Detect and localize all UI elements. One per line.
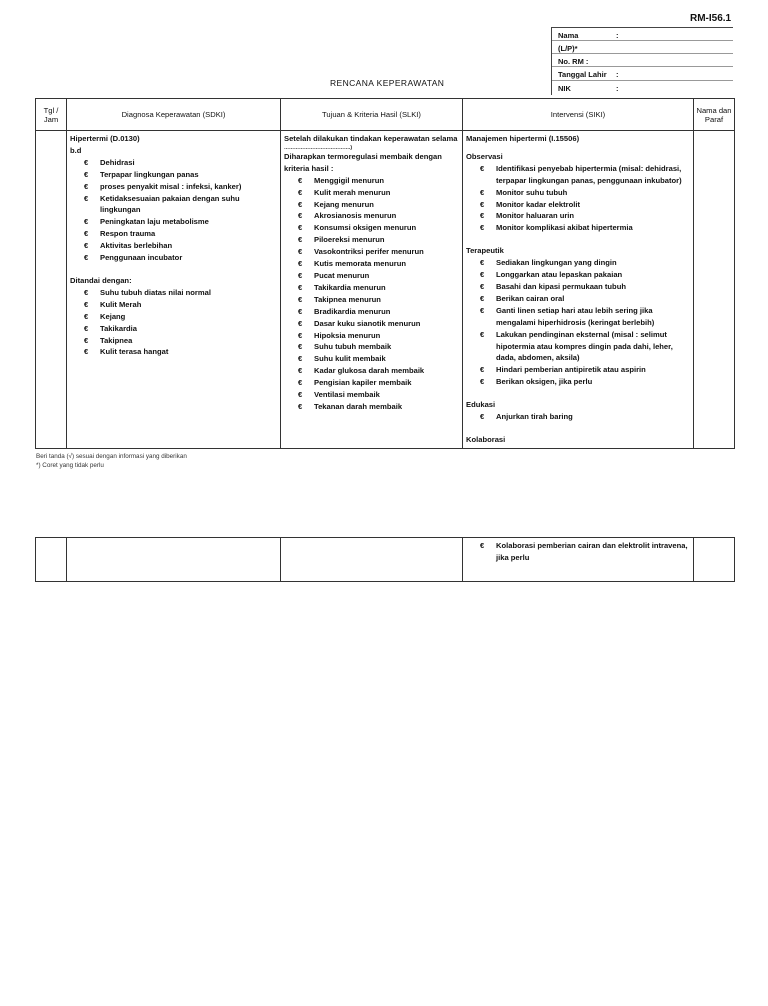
bullet-icon: € bbox=[298, 282, 303, 292]
cont-cell-intervensi bbox=[463, 538, 694, 582]
list-item bbox=[466, 281, 690, 293]
list-item-text: Dehidrasi bbox=[100, 157, 135, 167]
bullet-icon: € bbox=[298, 247, 303, 257]
list-item-text: Tekanan darah membaik bbox=[314, 401, 403, 411]
ditandai-label: Ditandai dengan: bbox=[70, 275, 132, 285]
header-nama-paraf: Nama dan Paraf bbox=[694, 99, 735, 131]
bullet-icon: € bbox=[84, 193, 89, 203]
list-item-text: Menggigil menurun bbox=[314, 175, 385, 185]
bullet-icon: € bbox=[84, 157, 89, 167]
list-item bbox=[466, 329, 690, 365]
bullet-icon: € bbox=[480, 270, 485, 280]
bullet-icon: € bbox=[298, 318, 303, 328]
list-item bbox=[70, 228, 277, 240]
list-item-text: Ganti linen setiap hari atau lebih sering jika mengalami hiperhidrosis (keringat berlebih) bbox=[496, 305, 655, 327]
bullet-icon: € bbox=[84, 253, 89, 263]
list-item bbox=[466, 376, 690, 388]
list-item bbox=[466, 364, 690, 376]
bullet-icon: € bbox=[298, 294, 303, 304]
list-item bbox=[70, 216, 277, 228]
bullet-icon: € bbox=[480, 187, 485, 197]
list-item-text: Lakukan pendinginan eksternal (misal : selimut hipotermia atau kompres dingin pada dahi, leher, dada, abdomen, aksila) bbox=[496, 329, 673, 363]
bullet-icon: € bbox=[480, 365, 485, 375]
header-diagnosa: Diagnosa Keperawatan (SDKI) bbox=[67, 99, 281, 131]
bullet-icon: € bbox=[84, 347, 89, 357]
bullet-icon: € bbox=[298, 354, 303, 364]
list-item-text: Takikardia bbox=[100, 323, 138, 333]
patient-rm-field: No. RM : bbox=[558, 57, 589, 66]
list-item-text: Peningkatan laju metabolisme bbox=[100, 217, 209, 227]
list-item-text: Pengisian kapiler membaik bbox=[314, 378, 412, 388]
header-intervensi: Intervensi (SIKI) bbox=[463, 99, 694, 131]
list-item bbox=[70, 181, 277, 193]
cell-nama-paraf bbox=[694, 131, 735, 449]
list-item-text: Akrosianosis menurun bbox=[314, 211, 397, 221]
patient-name-field: Nama : bbox=[558, 31, 619, 40]
list-item bbox=[70, 346, 277, 358]
list-item-text: Berikan cairan oral bbox=[496, 293, 565, 303]
list-item-text: Basahi dan kipasi permukaan tubuh bbox=[496, 281, 626, 291]
bullet-icon: € bbox=[480, 329, 485, 339]
list-item-text: Kejang bbox=[100, 311, 126, 321]
list-item-text: Pucat menurun bbox=[314, 270, 370, 280]
list-item-text: Suhu tubuh membaik bbox=[314, 342, 392, 352]
bullet-icon: € bbox=[84, 287, 89, 297]
bullet-icon: € bbox=[480, 223, 485, 233]
diagnosa-title: Hipertermi (D.0130) bbox=[70, 134, 140, 143]
list-item bbox=[466, 199, 690, 211]
bullet-icon: € bbox=[480, 305, 485, 315]
list-item bbox=[284, 246, 459, 258]
patient-nik-field: NIK : bbox=[558, 84, 619, 93]
bullet-icon: € bbox=[480, 163, 485, 173]
patient-birthdate-field: Tanggal Lahir : bbox=[558, 70, 619, 79]
list-item bbox=[70, 287, 277, 299]
bullet-icon: € bbox=[298, 259, 303, 269]
list-item-text: Ketidaksesuaian pakaian dengan suhu lingkungan bbox=[100, 193, 240, 215]
list-item-text: Kolaborasi pemberian cairan dan elektrolit intravena, jika perlu bbox=[496, 541, 688, 562]
bullet-icon: € bbox=[84, 241, 89, 251]
list-item-text: Dasar kuku sianotik menurun bbox=[314, 318, 421, 328]
list-item-text: Kulit Merah bbox=[100, 299, 142, 309]
bullet-icon: € bbox=[84, 323, 89, 333]
list-item bbox=[284, 258, 459, 270]
bullet-icon: € bbox=[298, 270, 303, 280]
bullet-icon: € bbox=[298, 306, 303, 316]
list-item-text: Aktivitas berlebihan bbox=[100, 241, 173, 251]
list-item bbox=[70, 299, 277, 311]
list-item bbox=[466, 269, 690, 281]
kolaborasi-label: Kolaborasi bbox=[466, 434, 506, 444]
list-item-text: Suhu tubuh diatas nilai normal bbox=[100, 287, 211, 297]
cont-cell-diagnosa bbox=[67, 538, 281, 582]
signs-list bbox=[70, 287, 277, 358]
list-item-text: Kutis memorata menurun bbox=[314, 259, 406, 269]
bullet-icon: € bbox=[84, 311, 89, 321]
list-item-text: Penggunaan incubator bbox=[100, 253, 183, 263]
list-item-text: Sediakan lingkungan yang dingin bbox=[496, 258, 617, 268]
list-item bbox=[70, 335, 277, 347]
list-item bbox=[284, 187, 459, 199]
list-item bbox=[466, 187, 690, 199]
list-item bbox=[466, 540, 690, 564]
list-item bbox=[284, 353, 459, 365]
cont-cell-tgl bbox=[36, 538, 67, 582]
care-plan-table bbox=[35, 98, 735, 449]
list-item-text: Anjurkan tirah baring bbox=[496, 412, 573, 422]
list-item bbox=[284, 294, 459, 306]
list-item bbox=[70, 311, 277, 323]
care-plan-table-continued bbox=[35, 537, 735, 582]
observasi-label: Observasi bbox=[466, 151, 503, 161]
list-item-text: Kulit terasa hangat bbox=[100, 347, 169, 357]
list-item-text: Takipnea bbox=[100, 335, 133, 345]
bullet-icon: € bbox=[84, 181, 89, 191]
terapeutik-list bbox=[466, 257, 690, 388]
list-item-text: Monitor komplikasi akibat hipertermia bbox=[496, 223, 633, 233]
causes-list bbox=[70, 157, 277, 264]
list-item bbox=[466, 305, 690, 329]
list-item-text: Monitor haluaran urin bbox=[496, 211, 575, 221]
list-item bbox=[70, 169, 277, 181]
bullet-icon: € bbox=[480, 211, 485, 221]
list-item-text: Hindari pemberian antipiretik atau aspirin bbox=[496, 365, 646, 375]
list-item-text: Respon trauma bbox=[100, 229, 156, 239]
bullet-icon: € bbox=[84, 335, 89, 345]
diagnosa-bd: b.d bbox=[70, 145, 82, 155]
list-item bbox=[284, 282, 459, 294]
bullet-icon: € bbox=[298, 401, 303, 411]
cell-tujuan bbox=[281, 131, 463, 449]
bullet-icon: € bbox=[298, 390, 303, 400]
list-item-text: Kulit merah menurun bbox=[314, 187, 391, 197]
bullet-icon: € bbox=[298, 187, 303, 197]
list-item bbox=[466, 163, 690, 187]
bullet-icon: € bbox=[480, 258, 485, 268]
list-item-text: Longgarkan atau lepaskan pakaian bbox=[496, 270, 623, 280]
intervensi-title: Manajemen hipertermi (I.15506) bbox=[466, 134, 580, 143]
bullet-icon: € bbox=[480, 199, 485, 209]
list-item bbox=[284, 210, 459, 222]
bullet-icon: € bbox=[84, 217, 89, 227]
list-item-text: Suhu kulit membaik bbox=[314, 354, 386, 364]
list-item-text: Takikardia menurun bbox=[314, 282, 386, 292]
list-item bbox=[466, 293, 690, 305]
list-item bbox=[70, 193, 277, 217]
bullet-icon: € bbox=[84, 169, 89, 179]
list-item-text: Identifikasi penyebab hipertermia (misal: dehidrasi, terpapar lingkungan panas, penggunaan inkubator) bbox=[496, 163, 682, 185]
list-item-text: Takipnea menurun bbox=[314, 294, 381, 304]
bullet-icon: € bbox=[298, 199, 303, 209]
list-item bbox=[284, 306, 459, 318]
list-item bbox=[466, 411, 690, 423]
list-item-text: Terpapar lingkungan panas bbox=[100, 169, 199, 179]
cell-diagnosa bbox=[67, 131, 281, 449]
list-item bbox=[284, 401, 459, 413]
bullet-icon: € bbox=[298, 211, 303, 221]
list-item bbox=[284, 365, 459, 377]
bullet-icon: € bbox=[298, 378, 303, 388]
bullet-icon: € bbox=[480, 293, 485, 303]
edukasi-label: Edukasi bbox=[466, 400, 496, 410]
list-item-text: proses penyakit misal : infeksi, kanker) bbox=[100, 181, 242, 191]
list-item bbox=[70, 252, 277, 264]
cont-cell-tujuan bbox=[281, 538, 463, 582]
bullet-icon: € bbox=[84, 299, 89, 309]
bullet-icon: € bbox=[480, 412, 485, 422]
list-item bbox=[284, 330, 459, 342]
list-item-text: Konsumsi oksigen menurun bbox=[314, 223, 417, 233]
list-item bbox=[284, 234, 459, 246]
list-item bbox=[70, 323, 277, 335]
list-item-text: Ventilasi membaik bbox=[314, 390, 380, 400]
list-item-text: Vasokontriksi perifer menurun bbox=[314, 247, 424, 257]
list-item bbox=[70, 240, 277, 252]
bullet-icon: € bbox=[480, 377, 485, 387]
page-title: RENCANA KEPERAWATAN bbox=[330, 78, 445, 88]
form-code: RM-I56.1 bbox=[690, 13, 732, 24]
list-item bbox=[70, 157, 277, 169]
list-item-text: Kadar glukosa darah membaik bbox=[314, 366, 425, 376]
bullet-icon: € bbox=[298, 366, 303, 376]
tujuan-intro: Setelah dilakukan tindakan keperawatan selama bbox=[284, 134, 458, 143]
list-item-text: Kejang menurun bbox=[314, 199, 374, 209]
list-item bbox=[284, 377, 459, 389]
cell-tgl bbox=[36, 131, 67, 449]
cont-cell-nama-paraf bbox=[694, 538, 735, 582]
list-item-text: Piloereksi menurun bbox=[314, 235, 385, 245]
bullet-icon: € bbox=[480, 281, 485, 291]
list-item bbox=[284, 270, 459, 282]
bullet-icon: € bbox=[84, 229, 89, 239]
list-item bbox=[466, 210, 690, 222]
list-item bbox=[284, 175, 459, 187]
observasi-list bbox=[466, 163, 690, 234]
patient-gender-field: (L/P)* bbox=[558, 44, 578, 53]
tujuan-expected: Diharapkan termoregulasi membaik dengan kriteria hasil : bbox=[284, 151, 442, 173]
bullet-icon: € bbox=[298, 330, 303, 340]
list-item bbox=[284, 389, 459, 401]
list-item-text: Hipoksia menurun bbox=[314, 330, 381, 340]
bullet-icon: € bbox=[298, 235, 303, 245]
note-strike: *) Coret yang tidak perlu bbox=[36, 462, 104, 469]
bullet-icon: € bbox=[298, 175, 303, 185]
list-item bbox=[284, 222, 459, 234]
header-tujuan: Tujuan & Kriteria Hasil (SLKI) bbox=[281, 99, 463, 131]
patient-identity-box bbox=[551, 27, 733, 95]
list-item-text: Berikan oksigen, jika perlu bbox=[496, 377, 593, 387]
list-item-text: Monitor kadar elektrolit bbox=[496, 199, 580, 209]
note-checkmark: Beri tanda (√) sesuai dengan informasi yang diberikan bbox=[36, 453, 187, 460]
bullet-icon: € bbox=[298, 223, 303, 233]
tujuan-dots: ………………………………….) bbox=[284, 144, 353, 151]
list-item bbox=[466, 222, 690, 234]
list-item bbox=[284, 341, 459, 353]
terapeutik-label: Terapeutik bbox=[466, 246, 504, 256]
list-item-text: Bradikardia menurun bbox=[314, 306, 391, 316]
list-item bbox=[284, 199, 459, 211]
cell-intervensi bbox=[463, 131, 694, 449]
list-item bbox=[466, 257, 690, 269]
kolaborasi-list bbox=[466, 540, 690, 564]
bullet-icon: € bbox=[298, 342, 303, 352]
list-item-text: Monitor suhu tubuh bbox=[496, 187, 568, 197]
header-tgl: Tgl / Jam bbox=[36, 99, 67, 131]
criteria-list bbox=[284, 175, 459, 413]
bullet-icon: € bbox=[480, 541, 485, 550]
list-item bbox=[284, 318, 459, 330]
edukasi-list bbox=[466, 411, 690, 423]
